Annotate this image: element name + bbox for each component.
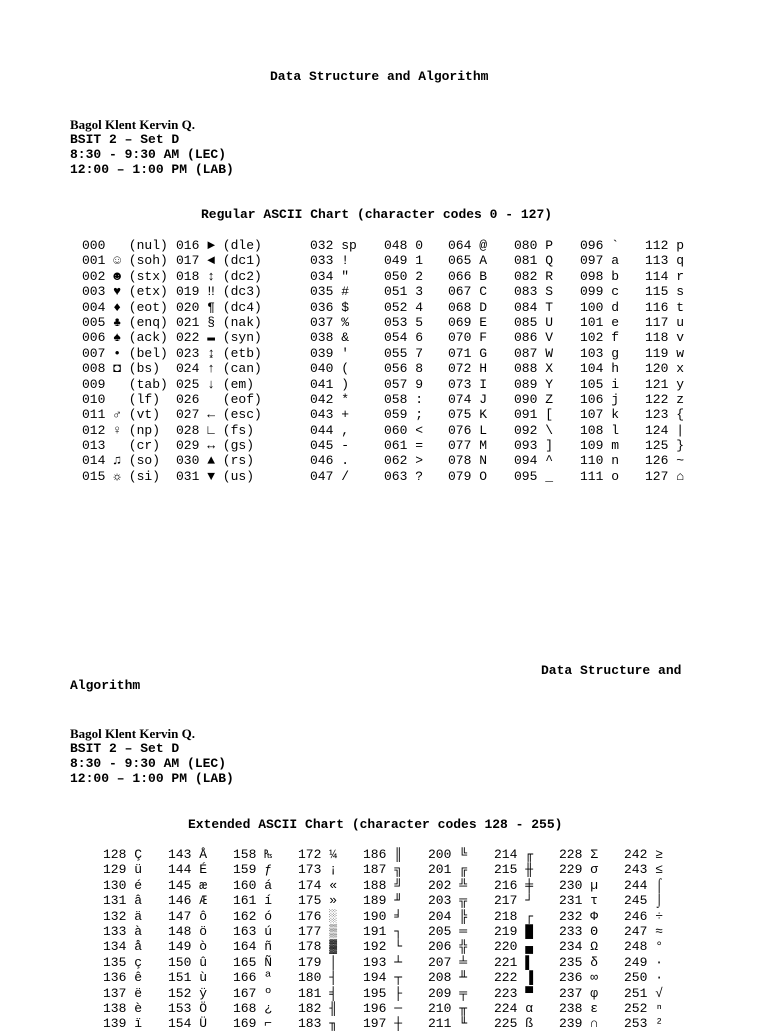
ascii-entry: 250 · bbox=[624, 970, 664, 986]
ascii-entry: 176 ░ bbox=[298, 908, 338, 924]
ascii-entry: 166 ª bbox=[233, 970, 273, 986]
ascii-entry: 195 ├ bbox=[363, 985, 403, 1001]
ascii-entry: 110 n bbox=[580, 453, 620, 469]
page-title-line-1: Data Structure and bbox=[541, 663, 682, 678]
ascii-entry: 143 Å bbox=[168, 847, 208, 862]
ascii-column bbox=[559, 847, 598, 1032]
ascii-entry: 221 ▌ bbox=[494, 954, 534, 970]
lecture-time: 8:30 - 9:30 AM (LEC) bbox=[70, 147, 227, 162]
ascii-entry: 138 è bbox=[103, 1000, 143, 1016]
ascii-entry: 080 P bbox=[514, 238, 554, 253]
ascii-entry: 081 Q bbox=[514, 253, 554, 269]
ascii-entry: 102 f bbox=[580, 330, 620, 346]
ascii-entry: 225 ß bbox=[494, 1016, 534, 1032]
ascii-entry: 048 0 bbox=[384, 238, 424, 253]
ascii-entry: 087 W bbox=[514, 345, 554, 361]
ascii-entry: 055 7 bbox=[384, 345, 424, 361]
ascii-entry: 248 ° bbox=[624, 939, 664, 955]
ascii-entry: 205 ═ bbox=[428, 923, 468, 939]
ascii-entry: 193 ┴ bbox=[363, 954, 403, 970]
ascii-entry: 096 ` bbox=[580, 238, 620, 253]
ascii-entry: 126 ~ bbox=[645, 453, 685, 469]
ascii-entry: 090 Z bbox=[514, 391, 554, 407]
ascii-entry: 061 = bbox=[384, 438, 424, 454]
ascii-entry: 235 δ bbox=[559, 954, 599, 970]
ascii-entry: 073 I bbox=[448, 376, 488, 392]
ascii-entry: 117 u bbox=[645, 314, 685, 330]
ascii-entry: 060 < bbox=[384, 422, 424, 438]
ascii-entry: 183 ╖ bbox=[298, 1016, 338, 1032]
ascii-entry: 173 ¡ bbox=[298, 862, 338, 878]
ascii-entry: 167 º bbox=[233, 985, 273, 1001]
ascii-entry: 036 $ bbox=[310, 299, 350, 315]
ascii-entry: 160 á bbox=[233, 877, 273, 893]
ascii-entry: 234 Ω bbox=[559, 939, 599, 955]
ascii-entry: 009 (tab) bbox=[82, 376, 168, 392]
ascii-entry: 101 e bbox=[580, 314, 620, 330]
ascii-entry: 027 ← (esc) bbox=[176, 407, 262, 423]
ascii-entry: 200 ╚ bbox=[428, 847, 468, 862]
ascii-entry: 018 ↕ (dc2) bbox=[176, 268, 262, 284]
ascii-entry: 124 | bbox=[645, 422, 685, 438]
ascii-entry: 211 ╙ bbox=[428, 1016, 468, 1032]
ascii-entry: 025 ↓ (em) bbox=[176, 376, 255, 392]
ascii-entry: 007 • (bel) bbox=[82, 345, 168, 361]
ascii-entry: 201 ╔ bbox=[428, 862, 468, 878]
ascii-entry: 216 ╪ bbox=[494, 877, 534, 893]
ascii-column bbox=[363, 847, 402, 1032]
ascii-entry: 050 2 bbox=[384, 268, 424, 284]
ascii-column bbox=[310, 238, 357, 484]
ascii-entry: 144 É bbox=[168, 862, 208, 878]
ascii-entry: 064 @ bbox=[448, 238, 488, 253]
ascii-entry: 024 ↑ (can) bbox=[176, 361, 262, 377]
ascii-entry: 242 ≥ bbox=[624, 847, 664, 862]
ascii-entry: 005 ♣ (enq) bbox=[82, 314, 168, 330]
ascii-entry: 202 ╩ bbox=[428, 877, 468, 893]
ascii-entry: 062 > bbox=[384, 453, 424, 469]
lab-time: 12:00 – 1:00 PM (LAB) bbox=[70, 162, 234, 177]
ascii-entry: 181 ╡ bbox=[298, 985, 338, 1001]
ascii-entry: 182 ╢ bbox=[298, 1000, 338, 1016]
ascii-entry: 122 z bbox=[645, 391, 685, 407]
ascii-entry: 067 C bbox=[448, 284, 488, 300]
ascii-entry: 053 5 bbox=[384, 314, 424, 330]
ascii-entry: 082 R bbox=[514, 268, 554, 284]
student-name: Bagol Klent Kervin Q. bbox=[70, 117, 195, 132]
ascii-entry: 092 \ bbox=[514, 422, 554, 438]
ascii-entry: 066 B bbox=[448, 268, 488, 284]
ascii-entry: 112 p bbox=[645, 238, 685, 253]
ascii-entry: 019 ‼ (dc3) bbox=[176, 284, 262, 300]
ascii-entry: 151 ù bbox=[168, 970, 208, 986]
ascii-entry: 220 ▄ bbox=[494, 939, 534, 955]
ascii-entry: 135 ç bbox=[103, 954, 143, 970]
ascii-entry: 163 ú bbox=[233, 923, 273, 939]
ascii-entry: 020 ¶ (dc4) bbox=[176, 299, 262, 315]
ascii-entry: 022 ▬ (syn) bbox=[176, 330, 262, 346]
ascii-entry: 228 Σ bbox=[559, 847, 599, 862]
ascii-entry: 223 ▀ bbox=[494, 985, 534, 1001]
ascii-entry: 113 q bbox=[645, 253, 685, 269]
ascii-entry: 247 ≈ bbox=[624, 923, 664, 939]
ascii-entry: 131 â bbox=[103, 893, 143, 909]
ascii-entry: 192 └ bbox=[363, 939, 403, 955]
ascii-entry: 111 o bbox=[580, 468, 620, 484]
ascii-entry: 130 é bbox=[103, 877, 143, 893]
ascii-entry: 030 ▲ (rs) bbox=[176, 453, 255, 469]
ascii-entry: 088 X bbox=[514, 361, 554, 377]
ascii-entry: 246 ÷ bbox=[624, 908, 664, 924]
ascii-entry: 119 w bbox=[645, 345, 685, 361]
ascii-entry: 206 ╬ bbox=[428, 939, 468, 955]
ascii-column bbox=[298, 847, 337, 1032]
ascii-entry: 058 : bbox=[384, 391, 424, 407]
ascii-entry: 002 ☻ (stx) bbox=[82, 268, 168, 284]
ascii-entry: 203 ╦ bbox=[428, 893, 468, 909]
ascii-entry: 075 K bbox=[448, 407, 488, 423]
extended-ascii-chart-title: Extended ASCII Chart (character codes 128 - 255) bbox=[188, 817, 563, 832]
ascii-column bbox=[645, 238, 684, 484]
ascii-entry: 177 ▒ bbox=[298, 923, 338, 939]
page-title: Data Structure and Algorithm bbox=[270, 69, 489, 84]
ascii-entry: 006 ♠ (ack) bbox=[82, 330, 168, 346]
ascii-entry: 125 } bbox=[645, 438, 685, 454]
ascii-entry: 077 M bbox=[448, 438, 488, 454]
ascii-entry: 165 Ñ bbox=[233, 954, 273, 970]
ascii-entry: 051 3 bbox=[384, 284, 424, 300]
ascii-entry: 004 ♦ (eot) bbox=[82, 299, 168, 315]
ascii-entry: 045 - bbox=[310, 438, 350, 454]
ascii-entry: 042 * bbox=[310, 391, 350, 407]
ascii-entry: 233 Θ bbox=[559, 923, 599, 939]
ascii-entry: 010 (lf) bbox=[82, 391, 161, 407]
ascii-entry: 217 ┘ bbox=[494, 893, 534, 909]
ascii-entry: 057 9 bbox=[384, 376, 424, 392]
ascii-entry: 153 Ö bbox=[168, 1000, 208, 1016]
ascii-entry: 251 √ bbox=[624, 985, 664, 1001]
ascii-column bbox=[176, 238, 262, 484]
ascii-entry: 001 ☺ (soh) bbox=[82, 253, 168, 269]
ascii-entry: 123 { bbox=[645, 407, 685, 423]
ascii-entry: 094 ^ bbox=[514, 453, 554, 469]
ascii-entry: 040 ( bbox=[310, 361, 350, 377]
ascii-entry: 093 ] bbox=[514, 438, 554, 454]
ascii-entry: 218 ┌ bbox=[494, 908, 534, 924]
ascii-entry: 162 ó bbox=[233, 908, 273, 924]
ascii-entry: 128 Ç bbox=[103, 847, 143, 862]
ascii-entry: 179 │ bbox=[298, 954, 338, 970]
ascii-entry: 244 ⌠ bbox=[624, 877, 664, 893]
ascii-entry: 047 / bbox=[310, 468, 350, 484]
ascii-entry: 089 Y bbox=[514, 376, 554, 392]
page-title-line-2: Algorithm bbox=[70, 678, 141, 693]
ascii-entry: 017 ◄ (dc1) bbox=[176, 253, 262, 269]
ascii-entry: 207 ╧ bbox=[428, 954, 468, 970]
ascii-entry: 029 ↔ (gs) bbox=[176, 438, 255, 454]
ascii-entry: 215 ╫ bbox=[494, 862, 534, 878]
ascii-entry: 136 ê bbox=[103, 970, 143, 986]
ascii-entry: 104 h bbox=[580, 361, 620, 377]
ascii-entry: 028 ∟ (fs) bbox=[176, 422, 255, 438]
ascii-entry: 114 r bbox=[645, 268, 685, 284]
ascii-entry: 145 æ bbox=[168, 877, 208, 893]
ascii-entry: 013 (cr) bbox=[82, 438, 161, 454]
ascii-entry: 137 ë bbox=[103, 985, 143, 1001]
ascii-entry: 245 ⌡ bbox=[624, 893, 664, 909]
ascii-entry: 224 α bbox=[494, 1000, 534, 1016]
ascii-entry: 253 ² bbox=[624, 1016, 664, 1032]
ascii-column bbox=[82, 238, 168, 484]
ascii-entry: 188 ╝ bbox=[363, 877, 403, 893]
ascii-entry: 100 d bbox=[580, 299, 620, 315]
ascii-entry: 118 v bbox=[645, 330, 685, 346]
ascii-column bbox=[514, 238, 553, 484]
ascii-entry: 169 ⌐ bbox=[233, 1016, 273, 1032]
ascii-entry: 109 m bbox=[580, 438, 620, 454]
ascii-entry: 187 ╗ bbox=[363, 862, 403, 878]
ascii-entry: 210 ╥ bbox=[428, 1000, 468, 1016]
ascii-column bbox=[428, 847, 467, 1032]
ascii-entry: 014 ♫ (so) bbox=[82, 453, 161, 469]
ascii-entry: 164 ñ bbox=[233, 939, 273, 955]
ascii-entry: 070 F bbox=[448, 330, 488, 346]
ascii-entry: 023 ↨ (etb) bbox=[176, 345, 262, 361]
ascii-entry: 038 & bbox=[310, 330, 350, 346]
ascii-entry: 149 ò bbox=[168, 939, 208, 955]
ascii-entry: 116 t bbox=[645, 299, 685, 315]
ascii-entry: 172 ¼ bbox=[298, 847, 338, 862]
ascii-entry: 059 ; bbox=[384, 407, 424, 423]
ascii-entry: 139 ï bbox=[103, 1016, 143, 1032]
ascii-entry: 086 V bbox=[514, 330, 554, 346]
ascii-entry: 069 E bbox=[448, 314, 488, 330]
ascii-entry: 134 å bbox=[103, 939, 143, 955]
ascii-entry: 239 ∩ bbox=[559, 1016, 599, 1032]
ascii-entry: 158 ₧ bbox=[233, 847, 273, 862]
ascii-entry: 209 ╤ bbox=[428, 985, 468, 1001]
ascii-entry: 037 % bbox=[310, 314, 350, 330]
ascii-entry: 154 Ü bbox=[168, 1016, 208, 1032]
ascii-column bbox=[168, 847, 207, 1032]
ascii-entry: 052 4 bbox=[384, 299, 424, 315]
regular-ascii-chart-title: Regular ASCII Chart (character codes 0 - 127) bbox=[201, 207, 553, 222]
ascii-entry: 049 1 bbox=[384, 253, 424, 269]
ascii-entry: 214 ╓ bbox=[494, 847, 534, 862]
ascii-entry: 054 6 bbox=[384, 330, 424, 346]
ascii-entry: 175 » bbox=[298, 893, 338, 909]
ascii-column bbox=[103, 847, 142, 1032]
ascii-entry: 120 x bbox=[645, 361, 685, 377]
ascii-entry: 147 ô bbox=[168, 908, 208, 924]
ascii-column bbox=[448, 238, 487, 484]
ascii-entry: 121 y bbox=[645, 376, 685, 392]
ascii-entry: 098 b bbox=[580, 268, 620, 284]
ascii-entry: 091 [ bbox=[514, 407, 554, 423]
ascii-entry: 249 ∙ bbox=[624, 954, 664, 970]
ascii-entry: 097 a bbox=[580, 253, 620, 269]
ascii-column bbox=[494, 847, 533, 1032]
ascii-entry: 079 O bbox=[448, 468, 488, 484]
ascii-entry: 129 ü bbox=[103, 862, 143, 878]
ascii-entry: 083 S bbox=[514, 284, 554, 300]
ascii-entry: 196 ─ bbox=[363, 1000, 403, 1016]
ascii-entry: 174 « bbox=[298, 877, 338, 893]
ascii-entry: 107 k bbox=[580, 407, 620, 423]
ascii-entry: 076 L bbox=[448, 422, 488, 438]
ascii-entry: 133 à bbox=[103, 923, 143, 939]
ascii-entry: 103 g bbox=[580, 345, 620, 361]
ascii-entry: 178 ▓ bbox=[298, 939, 338, 955]
section-label: BSIT 2 – Set D bbox=[70, 132, 180, 147]
ascii-entry: 068 D bbox=[448, 299, 488, 315]
ascii-column bbox=[233, 847, 272, 1032]
ascii-entry: 000 (nul) bbox=[82, 238, 168, 253]
ascii-entry: 243 ≤ bbox=[624, 862, 664, 878]
ascii-entry: 015 ☼ (si) bbox=[82, 468, 161, 484]
ascii-entry: 159 ƒ bbox=[233, 862, 273, 878]
ascii-entry: 008 ◘ (bs) bbox=[82, 361, 161, 377]
ascii-entry: 071 G bbox=[448, 345, 488, 361]
ascii-entry: 222 ▐ bbox=[494, 970, 534, 986]
lecture-time: 8:30 - 9:30 AM (LEC) bbox=[70, 756, 227, 771]
ascii-entry: 238 ε bbox=[559, 1000, 599, 1016]
ascii-entry: 236 ∞ bbox=[559, 970, 599, 986]
ascii-entry: 115 s bbox=[645, 284, 685, 300]
ascii-entry: 146 Æ bbox=[168, 893, 208, 909]
ascii-entry: 085 U bbox=[514, 314, 554, 330]
ascii-entry: 032 sp bbox=[310, 238, 357, 253]
ascii-column bbox=[580, 238, 619, 484]
ascii-entry: 194 ┬ bbox=[363, 970, 403, 986]
ascii-entry: 043 + bbox=[310, 407, 350, 423]
ascii-entry: 003 ♥ (etx) bbox=[82, 284, 168, 300]
ascii-entry: 072 H bbox=[448, 361, 488, 377]
ascii-column bbox=[624, 847, 663, 1032]
ascii-entry: 237 φ bbox=[559, 985, 599, 1001]
ascii-entry: 033 ! bbox=[310, 253, 350, 269]
ascii-entry: 074 J bbox=[448, 391, 488, 407]
ascii-entry: 189 ╜ bbox=[363, 893, 403, 909]
ascii-entry: 012 ♀ (np) bbox=[82, 422, 161, 438]
ascii-entry: 056 8 bbox=[384, 361, 424, 377]
ascii-entry: 208 ╨ bbox=[428, 970, 468, 986]
ascii-entry: 230 µ bbox=[559, 877, 599, 893]
ascii-entry: 095 _ bbox=[514, 468, 554, 484]
ascii-entry: 026 (eof) bbox=[176, 391, 262, 407]
ascii-entry: 108 l bbox=[580, 422, 620, 438]
student-name: Bagol Klent Kervin Q. bbox=[70, 726, 195, 741]
ascii-entry: 204 ╠ bbox=[428, 908, 468, 924]
ascii-entry: 168 ¿ bbox=[233, 1000, 273, 1016]
ascii-entry: 063 ? bbox=[384, 468, 424, 484]
ascii-entry: 150 û bbox=[168, 954, 208, 970]
ascii-entry: 031 ▼ (us) bbox=[176, 468, 255, 484]
ascii-entry: 035 # bbox=[310, 284, 350, 300]
ascii-entry: 034 " bbox=[310, 268, 350, 284]
ascii-entry: 065 A bbox=[448, 253, 488, 269]
section-label: BSIT 2 – Set D bbox=[70, 741, 180, 756]
ascii-entry: 229 σ bbox=[559, 862, 599, 878]
ascii-entry: 180 ┤ bbox=[298, 970, 338, 986]
ascii-entry: 186 ║ bbox=[363, 847, 403, 862]
ascii-entry: 148 ö bbox=[168, 923, 208, 939]
ascii-entry: 016 ► (dle) bbox=[176, 238, 262, 253]
ascii-entry: 219 █ bbox=[494, 923, 534, 939]
lab-time: 12:00 – 1:00 PM (LAB) bbox=[70, 771, 234, 786]
ascii-entry: 197 ┼ bbox=[363, 1016, 403, 1032]
ascii-entry: 084 T bbox=[514, 299, 554, 315]
ascii-entry: 252 ⁿ bbox=[624, 1000, 664, 1016]
ascii-entry: 106 j bbox=[580, 391, 620, 407]
ascii-entry: 191 ┐ bbox=[363, 923, 403, 939]
ascii-entry: 161 í bbox=[233, 893, 273, 909]
ascii-entry: 099 c bbox=[580, 284, 620, 300]
ascii-entry: 041 ) bbox=[310, 376, 350, 392]
ascii-column bbox=[384, 238, 423, 484]
ascii-entry: 152 ÿ bbox=[168, 985, 208, 1001]
ascii-entry: 127 ⌂ bbox=[645, 468, 685, 484]
ascii-entry: 078 N bbox=[448, 453, 488, 469]
ascii-entry: 044 , bbox=[310, 422, 350, 438]
ascii-entry: 231 τ bbox=[559, 893, 599, 909]
ascii-entry: 232 Φ bbox=[559, 908, 599, 924]
ascii-entry: 046 . bbox=[310, 453, 350, 469]
ascii-entry: 021 § (nak) bbox=[176, 314, 262, 330]
ascii-entry: 039 ' bbox=[310, 345, 350, 361]
ascii-entry: 190 ╛ bbox=[363, 908, 403, 924]
ascii-entry: 011 ♂ (vt) bbox=[82, 407, 161, 423]
ascii-entry: 105 i bbox=[580, 376, 620, 392]
ascii-entry: 132 ä bbox=[103, 908, 143, 924]
